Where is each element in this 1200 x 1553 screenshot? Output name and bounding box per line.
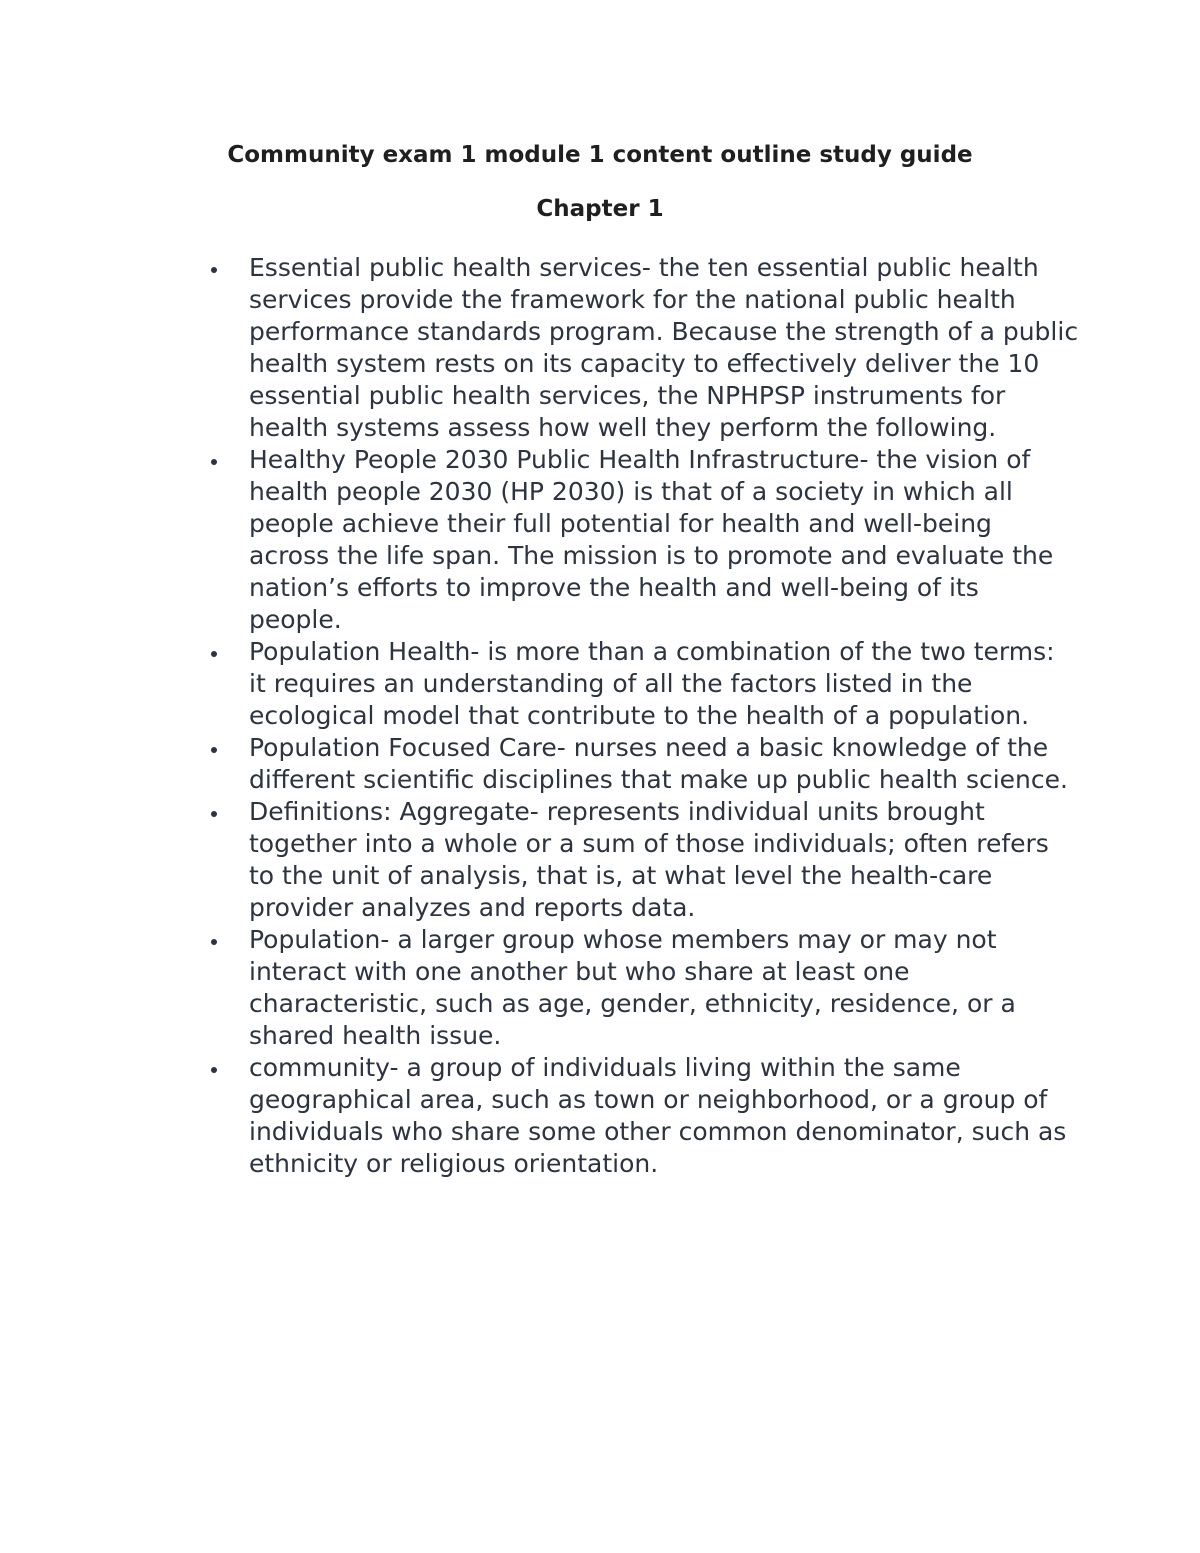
list-item-text: community- a group of individuals living within the same geographical area, such as town or neighborhood, or a group of individuals who share some other common denominator, such as ethnicity or religious orientation.: [249, 1053, 1067, 1178]
list-item: [249, 924, 1079, 1052]
list-item-text: Population- a larger group whose members may or may not interact with one another but who share at least one characteristic, such as age, gender, ethnicity, residence, or a shared health issue.: [249, 925, 1016, 1050]
bullet-icon: [211, 1067, 217, 1073]
bullet-icon: [211, 747, 217, 753]
list-item: [249, 636, 1079, 732]
bullet-icon: [211, 651, 217, 657]
bullet-icon: [211, 459, 217, 465]
list-item: [249, 732, 1079, 796]
list-item: [249, 796, 1079, 924]
bullet-icon: [211, 939, 217, 945]
list-item: [249, 252, 1079, 444]
bullet-icon: [211, 811, 217, 817]
list-item: [249, 444, 1079, 636]
list-item-text: Population Focused Care- nurses need a basic knowledge of the different scientific disciplines that make up public health science.: [249, 733, 1068, 794]
list-item-text: Definitions: Aggregate- represents individual units brought together into a whole or a sum of those individuals; often refers to the unit of analysis, that is, at what level the health-care provider analyzes and reports data.: [249, 797, 1049, 922]
list-item-text: Healthy People 2030 Public Health Infrastructure- the vision of health people 2030 (HP 2030) is that of a society in which all people achieve their full potential for health and well-being across the life span. The mission is to promote and evaluate the nation’s efforts to improve the health and well-being of its people.: [249, 445, 1054, 634]
bullet-icon: [211, 267, 217, 273]
list-item-text: Population Health- is more than a combination of the two terms: it requires an understanding of all the factors listed in the ecological model that contribute to the health of a population.: [249, 637, 1055, 730]
list-item-text: Essential public health services- the ten essential public health services provide the framework for the national public health performance standards program. Because the strength of a public health system rests on its capacity to effectively deliver the 10 essential public health services, the NPHPSP instruments for health systems assess how well they perform the following.: [249, 253, 1079, 442]
list-item: [249, 1052, 1079, 1180]
chapter-heading: Chapter 1: [536, 196, 664, 222]
document-title: Community exam 1 module 1 content outline study guide: [227, 142, 973, 168]
outline-list: [249, 252, 1079, 1180]
